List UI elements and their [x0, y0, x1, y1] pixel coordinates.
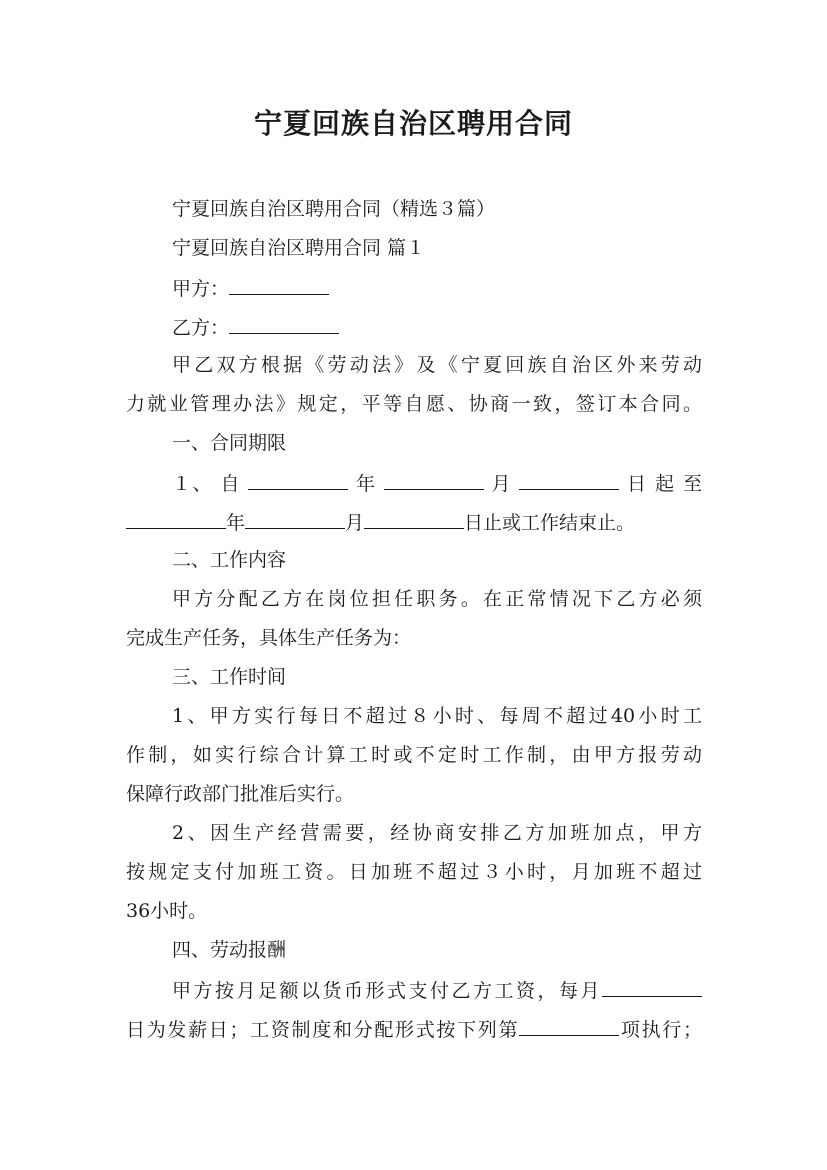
section-4-line-1 — [126, 970, 702, 1009]
term-prefix: １、 自 — [172, 473, 241, 495]
section-4-line-2-text: 日为发薪日；工资制度和分配形式按下列第 — [126, 1019, 520, 1041]
start-year-blank — [248, 463, 348, 490]
start-year-label: 年 — [355, 473, 377, 495]
section-3-p2-line-1: 2、因生产经营需要，经协商安排乙方加班加点，甲方 — [172, 822, 702, 844]
term-line-1 — [126, 463, 702, 502]
start-day-blank — [519, 463, 619, 490]
section-3-p1-line-1: 1、甲方实行每日不超过８小时、每周不超过40小时工 — [172, 705, 702, 727]
section-3-heading: 三、工作时间 — [172, 666, 287, 688]
section-4-line-2 — [126, 1009, 702, 1048]
section-3-p1-line-3: 保障行政部门批准后实行。 — [126, 783, 355, 805]
preamble-line-1: 甲乙双方根据《劳动法》及《宁夏回族自治区外来劳动 — [172, 354, 702, 376]
part-heading: 宁夏回族自治区聘用合同 篇１ — [172, 237, 426, 259]
start-month-label: 月 — [491, 473, 512, 495]
subtitle: 宁夏回族自治区聘用合同（精选３篇） — [172, 198, 496, 220]
party-a-line — [126, 268, 702, 307]
section-3-p2-line-3: 36小时。 — [126, 900, 208, 922]
party-a-blank — [229, 268, 329, 295]
party-b-label: 乙方： — [172, 317, 230, 339]
section-2-line-1: 甲方分配乙方在岗位担任职务。在正常情况下乙方必须 — [172, 588, 702, 610]
section-2-heading: 二、工作内容 — [172, 549, 287, 571]
end-month-label: 月 — [345, 512, 365, 534]
end-day-label: 日止或工作结束止。 — [464, 512, 636, 534]
end-day-blank — [364, 502, 464, 529]
preamble-line-2: 力就业管理办法》规定，平等自愿、协商一致，签订本合同。 — [126, 393, 702, 415]
end-month-blank — [245, 502, 345, 529]
party-a-label: 甲方： — [172, 278, 230, 300]
section-3-p1-line-2: 作制，如实行综合计算工时或不定时工作制，由甲方报劳动 — [126, 744, 702, 766]
document-title: 宁夏回族自治区聘用合同 — [253, 107, 573, 140]
payday-blank — [602, 970, 702, 997]
document-body — [126, 190, 702, 1048]
section-2-line-2: 完成生产任务，具体生产任务为： — [126, 627, 412, 649]
end-year-blank — [126, 502, 226, 529]
term-line-2 — [126, 502, 702, 541]
section-3-p2-line-2: 按规定支付加班工资。日加班不超过３小时，月加班不超过 — [126, 861, 702, 883]
end-year-label: 年 — [226, 512, 246, 534]
item-number-blank — [519, 1009, 619, 1036]
party-b-blank — [229, 307, 339, 334]
section-4-line-1-text: 甲方按月足额以货币形式支付乙方工资，每月 — [172, 980, 602, 1002]
section-1-heading: 一、合同期限 — [172, 432, 287, 454]
start-day-label: 日 起 至 — [627, 473, 702, 495]
section-4-heading: 四、劳动报酬 — [172, 939, 287, 961]
party-b-line — [126, 307, 702, 346]
start-month-blank — [384, 463, 484, 490]
section-4-line-2-end: 项执行； — [619, 1019, 702, 1041]
